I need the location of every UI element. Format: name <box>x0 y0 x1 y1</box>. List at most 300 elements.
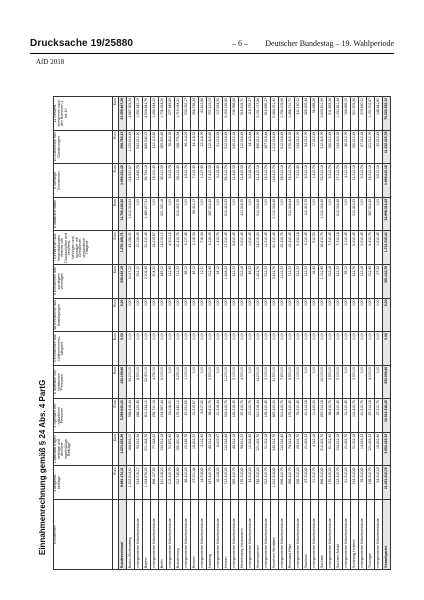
table-cell: 268.738,84 <box>191 97 199 131</box>
row-label: Bayern <box>143 500 151 570</box>
table-cell: 61.412,18 <box>255 164 263 198</box>
table-cell: 1.154.876,33 <box>143 466 151 500</box>
table-cell: 118.412,76 <box>271 164 279 198</box>
table-row <box>343 97 351 570</box>
table-cell: 0,00 <box>335 298 343 332</box>
table-cell: 41.312,76 <box>359 399 367 433</box>
table-cell: 24.315,33 <box>255 231 263 265</box>
table-cell: 3.117,45 <box>183 231 191 265</box>
table-cell: 0,00 <box>167 332 175 366</box>
table-cell: 8.312,18 <box>303 164 311 198</box>
table-cell: 0,00 <box>175 298 183 332</box>
table-cell: 0,00 <box>255 332 263 366</box>
table-cell: 312.415,76 <box>279 399 287 433</box>
table-cell: 312,45 <box>207 264 215 298</box>
table-cell: 2.000,00 <box>231 365 239 399</box>
table-cell: 3.552.415,33 <box>383 432 391 466</box>
table-cell: 1.023.203,35 <box>119 432 127 466</box>
table-cell: 1.231.811,44 <box>335 97 343 131</box>
row-label: untergeordnete Gebietsverbände <box>327 500 335 570</box>
table-cell: 1.012,45 <box>319 264 327 298</box>
table-cell: 0,00 <box>279 332 287 366</box>
row-label: untergeordnete Gebietsverbände <box>167 500 175 570</box>
table-cell: 712,33 <box>175 264 183 298</box>
table-cell: 1.000,00 <box>183 365 191 399</box>
parliament-period: Deutscher Bundestag – 19. Wahlperiode <box>265 39 394 48</box>
table-cell: 0,00 <box>167 298 175 332</box>
table-cell: 1.418,33 <box>223 264 231 298</box>
row-label: Nordrhein-Westfalen <box>271 500 279 570</box>
table-cell: 31.312,45 <box>343 399 351 433</box>
table-cell: 95.512,34 <box>135 432 143 466</box>
table-cell: 6.118,45 <box>207 231 215 265</box>
table-cell: 52.312,18 <box>319 164 327 198</box>
row-label: untergeordnete Gebietsverbände <box>135 500 143 570</box>
table-cell: 14.312,76 <box>263 164 271 198</box>
row-label: Bremen <box>191 500 199 570</box>
table-cell: 0,00 <box>167 197 175 231</box>
table-cell: 0,00 <box>359 298 367 332</box>
table-cell: 0,00 <box>215 197 223 231</box>
unit-cell: Euro <box>113 130 119 164</box>
table-cell: 1.276.168,71 <box>119 231 127 265</box>
unit-cell: Euro <box>113 97 119 131</box>
table-cell: 134.415,33 <box>335 130 343 164</box>
table-cell: 1.592.542,19 <box>135 97 143 131</box>
table-cell: 0,00 <box>143 332 151 366</box>
table-cell: 6.412,76 <box>367 231 375 265</box>
table-row <box>183 97 191 570</box>
table-cell: 88.412,18 <box>183 466 191 500</box>
table-cell: 112.415,76 <box>303 197 311 231</box>
table-cell: 56.696,26 <box>311 97 319 131</box>
table-cell: 0,00 <box>303 332 311 366</box>
table-cell: 0,00 <box>207 332 215 366</box>
table-cell: 1.719.094,30 <box>175 97 183 131</box>
table-cell: 31.500,00 <box>271 365 279 399</box>
table-cell: 698.412,76 <box>279 466 287 500</box>
table-cell: 3.064.126,85 <box>223 97 231 131</box>
table-cell: 318.415,76 <box>223 399 231 433</box>
table-cell: 21.318,44 <box>215 399 223 433</box>
income-table-rotated <box>53 96 391 570</box>
table-cell: 7.312,45 <box>295 164 303 198</box>
table-cell: 14.200,00 <box>255 365 263 399</box>
table-cell: 587.312,45 <box>367 197 375 231</box>
table-cell: 212.415,76 <box>335 466 343 500</box>
column-header: 6 Einnahmen aus sonstigem Vermögen <box>54 264 113 298</box>
table-cell: 43.198,32 <box>127 231 135 265</box>
table-cell: 54.312,76 <box>303 130 311 164</box>
table-cell: 4.000,00 <box>367 365 375 399</box>
table-cell: 498.312,76 <box>255 130 263 164</box>
table-cell: 412.115,82 <box>151 130 159 164</box>
table-cell: 2.112,45 <box>343 231 351 265</box>
table-cell: 1.612,45 <box>247 231 255 265</box>
table-cell: 0,00 <box>247 197 255 231</box>
table-cell: 212,33 <box>295 264 303 298</box>
table-cell: 0,00 <box>311 197 319 231</box>
row-label: Baden-Württemberg <box>127 500 135 570</box>
row-label: Brandenburg <box>175 500 183 570</box>
table-cell: 0,00 <box>191 332 199 366</box>
table-cell: 411.190,11 <box>295 97 303 131</box>
table-cell: 0,00 <box>343 365 351 399</box>
table-cell: 0,00 <box>215 298 223 332</box>
column-header: 9 Sonstige Einnahmen <box>54 164 113 198</box>
table-cell: 632.900,00 <box>383 365 391 399</box>
table-cell: 20.118,45 <box>135 231 143 265</box>
table-cell: 156.312,45 <box>263 399 271 433</box>
table-cell: 98.412,33 <box>239 432 247 466</box>
unit-cell: Euro <box>113 264 119 298</box>
table-cell: 43.312,45 <box>375 130 383 164</box>
table-cell: 1.212.318,45 <box>319 197 327 231</box>
table-cell: 0,00 <box>359 197 367 231</box>
row-label: untergeordnete Gebietsverbände <box>231 500 239 570</box>
table-cell: 845,12 <box>159 264 167 298</box>
table-cell: 198.776,54 <box>175 130 183 164</box>
table-cell: 1.286.944,22 <box>151 97 159 131</box>
table-cell: 21.312,18 <box>351 164 359 198</box>
unit-cell: Euro <box>113 432 119 466</box>
row-label: untergeordnete Gebietsverbände <box>247 500 255 570</box>
table-cell: 889.542,17 <box>143 130 151 164</box>
table-cell: 900.305,56 <box>351 97 359 131</box>
table-cell: 0,00 <box>159 332 167 366</box>
table-cell: 2.606.511,99 <box>319 97 327 131</box>
table-cell: 0,00 <box>327 332 335 366</box>
column-header: 1 Mitglieds-beiträge <box>54 466 113 500</box>
table-cell: 1.112,33 <box>279 264 287 298</box>
table-cell: 24.698.312,45 <box>383 197 391 231</box>
table-cell: 0,00 <box>135 332 143 366</box>
unit-cell: Euro <box>113 298 119 332</box>
table-cell: 188.853,00 <box>127 432 135 466</box>
table-cell: 234.312,45 <box>351 466 359 500</box>
row-label: untergeordnete Gebietsverbände <box>263 500 271 570</box>
column-header: 8 Staatliche Mittel <box>54 197 113 231</box>
table-cell: 0,00 <box>223 298 231 332</box>
table-cell: 0,00 <box>119 332 127 366</box>
table-cell: 2.106,45 <box>143 264 151 298</box>
row-label: Berlin <box>159 500 167 570</box>
table-cell: 67.312,18 <box>359 130 367 164</box>
table-cell: 45,33 <box>247 264 255 298</box>
table-cell: 0,00 <box>359 332 367 366</box>
table-cell: 54.312,18 <box>375 466 383 500</box>
table-cell: 1.999.412,18 <box>383 164 391 198</box>
table-cell: 98.312,45 <box>335 399 343 433</box>
table-cell: 0,00 <box>175 332 183 366</box>
table-cell: 98.415,76 <box>327 399 335 433</box>
table-cell: 0,00 <box>311 332 319 366</box>
table-cell: 328.305,44 <box>303 97 311 131</box>
table-cell: 0,00 <box>127 298 135 332</box>
row-label: Mecklenburg-Vorpommern <box>239 500 247 570</box>
row-label: untergeordnete Gebietsverbände <box>359 500 367 570</box>
table-cell: 512.318,45 <box>223 130 231 164</box>
table-cell: 1.736.324,26 <box>159 97 167 131</box>
table-cell: 0,00 <box>351 332 359 366</box>
table-cell: 4.508.841,76 <box>143 97 151 131</box>
table-cell: 187.415,76 <box>207 466 215 500</box>
header-rule <box>30 53 394 54</box>
table-cell: 156.312,18 <box>295 466 303 500</box>
table-row <box>199 97 207 570</box>
table-cell: 31.872,45 <box>167 432 175 466</box>
table-cell: 0,00 <box>367 298 375 332</box>
row-label: Hamburg <box>207 500 215 570</box>
table-cell: 298.783,13 <box>119 130 127 164</box>
table-cell: 245.312,76 <box>271 432 279 466</box>
table-cell: 112,33 <box>303 264 311 298</box>
unit-cell: Euro <box>113 197 119 231</box>
row-label: Thüringen <box>367 500 375 570</box>
table-cell: 0,00 <box>231 197 239 231</box>
table-cell: 7.800,00 <box>279 365 287 399</box>
table-cell: 44.312,18 <box>247 466 255 500</box>
table-cell: 21.845,78 <box>135 164 143 198</box>
table-cell: 27.312,45 <box>223 231 231 265</box>
table-cell: 10.512.318,45 <box>383 399 391 433</box>
table-cell: 0,00 <box>295 332 303 366</box>
table-cell: 4.302,18 <box>167 231 175 265</box>
table-cell: 45.110,35 <box>159 164 167 198</box>
table-cell: 498.312,45 <box>319 466 327 500</box>
income-table <box>53 96 391 570</box>
table-cell: 156.312,45 <box>351 130 359 164</box>
table-cell: 256.710,18 <box>151 399 159 433</box>
unit-cell: Euro <box>113 466 119 500</box>
table-cell: 0,00 <box>255 298 263 332</box>
table-cell: 40.412,88 <box>199 97 207 131</box>
table-cell: 0,00 <box>143 298 151 332</box>
table-cell: 0,00 <box>247 298 255 332</box>
table-cell: 1.489.217,31 <box>143 197 151 231</box>
table-cell: 134.312,18 <box>335 432 343 466</box>
table-cell: 17.312,45 <box>311 130 319 164</box>
table-cell: 45,12 <box>191 264 199 298</box>
table-cell: 23.112,76 <box>247 399 255 433</box>
table-cell: 4.750,00 <box>151 365 159 399</box>
table-cell: 0,00 <box>375 197 383 231</box>
table-cell: 212.415,76 <box>319 432 327 466</box>
column-header: 7 Einnahmen aus Veranstaltungen, Vertrieb von Druckschriften und Veröffent-lichungen und sonstiger mit Einnahmen verbundener Tätigkeit <box>54 231 113 265</box>
unit-cell: Euro <box>113 365 119 399</box>
table-cell: 412.318,76 <box>239 197 247 231</box>
table-cell: 168.656,05 <box>343 97 351 131</box>
table-cell: 156.312,45 <box>327 130 335 164</box>
row-label: Sachsen-Anhalt <box>335 500 343 570</box>
publication-number: Drucksache 19/25880 <box>30 38 134 49</box>
table-row <box>263 97 271 570</box>
table-cell: 27.312,76 <box>375 399 383 433</box>
table-cell: 2.012.318,45 <box>271 197 279 231</box>
table-row <box>223 97 231 570</box>
table-cell: 5.984.321,40 <box>271 97 279 131</box>
table-cell: 412,76 <box>351 264 359 298</box>
table-cell: 14.415,33 <box>359 432 367 466</box>
table-cell: 0,00 <box>231 332 239 366</box>
table-cell: 66.114,23 <box>183 130 191 164</box>
row-label: Bundesverband <box>119 500 127 570</box>
table-cell: 51.312,44 <box>143 231 151 265</box>
table-cell: 1.212.318,45 <box>271 130 279 164</box>
table-cell: 114.320,67 <box>127 164 135 198</box>
table-row <box>351 97 359 570</box>
table-cell: 2.500,00 <box>327 365 335 399</box>
table-cell: 5.312,76 <box>359 164 367 198</box>
table-cell: 77.318,22 <box>151 432 159 466</box>
table-cell: 148.841,80 <box>375 97 383 131</box>
table-cell: 21.312,76 <box>311 466 319 500</box>
table-cell: 712,33 <box>287 264 295 298</box>
table-cell: 9.812,45 <box>231 231 239 265</box>
table-cell: 31.215,67 <box>191 399 199 433</box>
table-cell: 289.421,65 <box>159 130 167 164</box>
table-cell: 112.316,45 <box>239 130 247 164</box>
unit-cell: Euro <box>113 164 119 198</box>
table-cell: 22.400,00 <box>143 365 151 399</box>
table-cell: 757.212,03 <box>207 97 215 131</box>
row-label: untergeordnete Gebietsverbände <box>215 500 223 570</box>
column-header: 11 Gesamt-einnahmen nach den Nummern 1 bis 10 <box>54 97 113 131</box>
table-cell: 1.217,45 <box>199 164 207 198</box>
table-cell: 1.712.315,44 <box>383 231 391 265</box>
table-cell: 4.887.953,34 <box>127 97 135 131</box>
table-cell: 0,00 <box>159 298 167 332</box>
table-cell: 0,00 <box>279 298 287 332</box>
table-cell: 3.612,18 <box>375 164 383 198</box>
table-cell: 9.312,76 <box>327 164 335 198</box>
table-cell: 21.415,33 <box>239 164 247 198</box>
table-cell: 1.412,76 <box>215 231 223 265</box>
table-header-row <box>54 97 113 570</box>
table-cell: 34.115,44 <box>247 130 255 164</box>
table-cell: 0,00 <box>327 298 335 332</box>
table-cell: 2.912,45 <box>359 231 367 265</box>
unit-cell: Euro <box>113 231 119 265</box>
table-cell: 0,00 <box>383 298 391 332</box>
table-row <box>191 97 199 570</box>
table-cell: 48.312,76 <box>343 130 351 164</box>
table-cell: 5.812,44 <box>239 231 247 265</box>
table-row <box>295 97 303 570</box>
table-cell: 0,00 <box>183 197 191 231</box>
table-cell: 51.312,18 <box>351 432 359 466</box>
table-cell: 107.634,55 <box>215 97 223 131</box>
table-cell: 9.250,00 <box>175 365 183 399</box>
table-cell: 0,00 <box>183 298 191 332</box>
table-cell: 0,00 <box>151 298 159 332</box>
table-cell: 102.415,76 <box>167 466 175 500</box>
table-cell: 3.500,00 <box>351 365 359 399</box>
table-row <box>255 97 263 570</box>
row-label: Niedersachsen <box>255 500 263 570</box>
table-cell: 0,00 <box>167 365 175 399</box>
table-cell: 24.312,18 <box>367 164 375 198</box>
table-cell: 121.312,76 <box>367 130 375 164</box>
table-cell: 245.312,18 <box>231 130 239 164</box>
table-cell: 118.735,37 <box>247 97 255 131</box>
table-cell: 812.415,76 <box>175 197 183 231</box>
table-cell: 0,00 <box>383 332 391 366</box>
table-cell: 21.415,33 <box>303 432 311 466</box>
table-cell: 511.893,38 <box>327 97 335 131</box>
table-cell: 176.415,33 <box>327 466 335 500</box>
page-header <box>30 38 394 52</box>
table-cell: 1.612.316,63 <box>127 197 135 231</box>
table-cell: 233.032,17 <box>183 97 191 131</box>
table-cell: 12,11 <box>199 264 207 298</box>
table-cell: 1.496.710,70 <box>287 97 295 131</box>
table-cell: 96.734,18 <box>143 164 151 198</box>
income-table-frame <box>53 96 391 570</box>
table-cell: 98.412,17 <box>191 197 199 231</box>
table-row <box>359 97 367 570</box>
table-cell: 112.415,76 <box>351 399 359 433</box>
table-cell: 0,00 <box>199 332 207 366</box>
table-cell: 78.312,45 <box>359 466 367 500</box>
table-cell: 498.127,55 <box>151 466 159 500</box>
table-cell: 0,00 <box>343 332 351 366</box>
table-cell: 1.812,45 <box>375 231 383 265</box>
table-cell: 398.412,76 <box>287 466 295 500</box>
table-cell: 434.150,00 <box>119 365 127 399</box>
table-cell: 18.412,76 <box>319 231 327 265</box>
table-cell: 912,33 <box>311 231 319 265</box>
row-label: untergeordnete Gebietsverbände <box>375 500 383 570</box>
table-cell: 1.025.614,45 <box>127 130 135 164</box>
table-cell: 412,33 <box>335 264 343 298</box>
table-cell: 13.412,45 <box>287 231 295 265</box>
table-cell: 6.215,78 <box>167 164 175 198</box>
table-cell: 4.112,33 <box>343 164 351 198</box>
table-cell: 3.218,76 <box>247 164 255 198</box>
table-cell: 176.312,45 <box>287 399 295 433</box>
table-row <box>175 97 183 570</box>
table-row <box>151 97 159 570</box>
table-row <box>303 97 311 570</box>
table-cell: 12.415,76 <box>175 231 183 265</box>
table-cell: 1.090.211,45 <box>119 164 127 198</box>
table-cell: 288.123,45 <box>135 399 143 433</box>
table-cell: 201.418,76 <box>143 432 151 466</box>
table-cell: 558.818,44 <box>127 399 135 433</box>
table-cell: 0,00 <box>351 298 359 332</box>
row-label: Sachsen <box>319 500 327 570</box>
table-cell: 67.201,44 <box>191 466 199 500</box>
table-cell: 34.312,76 <box>287 164 295 198</box>
table-cell: 112.318,44 <box>223 432 231 466</box>
table-row <box>287 97 295 570</box>
table-cell: 0,00 <box>199 197 207 231</box>
table-cell: 0,00 <box>215 332 223 366</box>
table-cell: 87.312,45 <box>303 466 311 500</box>
table-cell: 0,00 <box>119 298 127 332</box>
table-cell: 749.998,68 <box>231 97 239 131</box>
table-cell: 121.415,76 <box>255 432 263 466</box>
table-cell: 0,00 <box>287 332 295 366</box>
table-cell: 0,00 <box>135 197 143 231</box>
table-cell: 0,00 <box>359 365 367 399</box>
table-row <box>335 97 343 570</box>
table-cell: 816.496,37 <box>263 97 271 131</box>
table-cell: 78.312,45 <box>295 399 303 433</box>
table-cell: 27.312,76 <box>335 164 343 198</box>
table-cell: 44.118,32 <box>191 130 199 164</box>
